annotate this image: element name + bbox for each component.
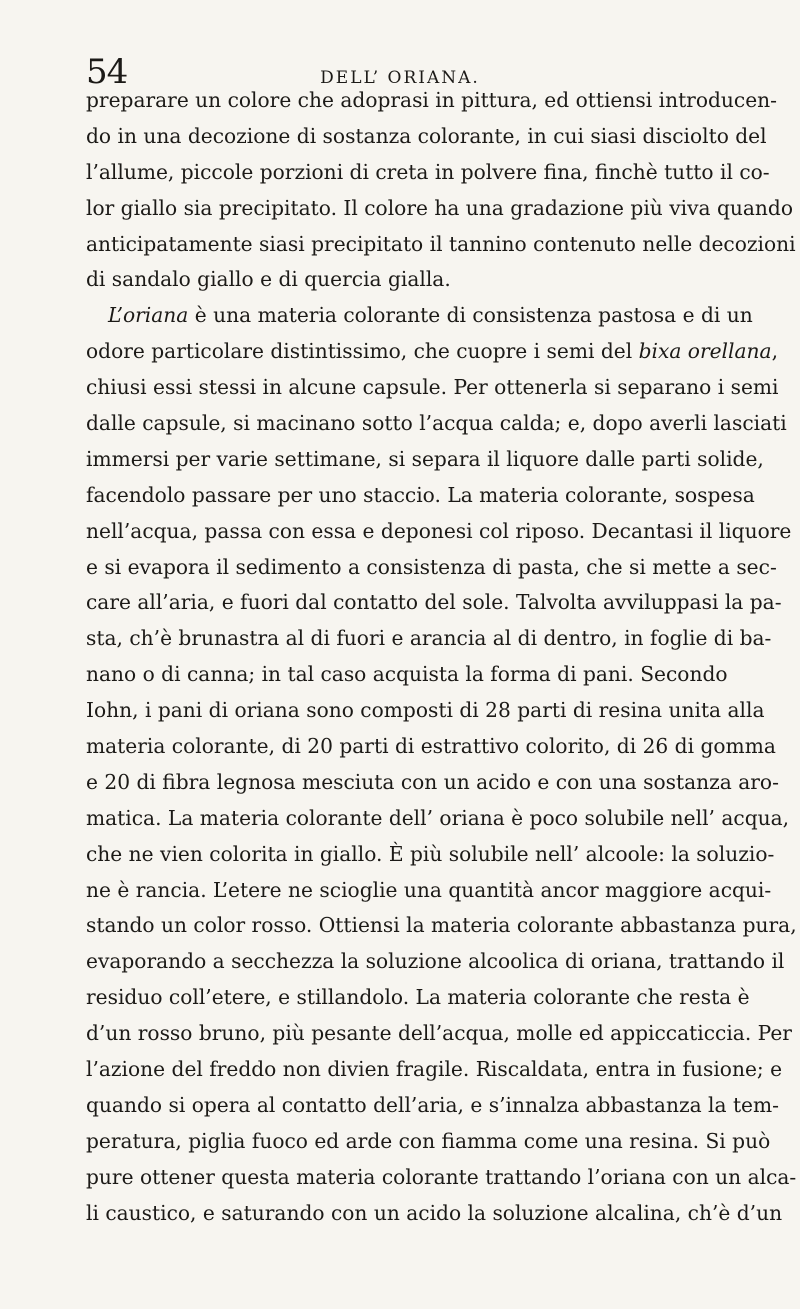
text-line: do in una decozione di sostanza colorante, in cui siasi disciolto del: [86, 123, 767, 148]
text-line: preparare un colore che adoprasi in pittura, ed ottiensi introducen-: [86, 88, 777, 112]
text-line: e si evapora il sedimento a consistenza di pasta, che si mette a sec-: [86, 554, 777, 579]
text-line: dalle capsule, si macinano sotto l’acqua calda; e, dopo averli lasciati: [86, 411, 787, 436]
text-line: ne è rancia. L’etere ne scioglie una quantità ancor maggiore acqui-: [86, 877, 772, 902]
text-line: l’azione del freddo non divien fragile. Riscaldata, entra in fusione; e: [86, 1057, 783, 1082]
text-line: lor giallo sia precipitato. Il colore ha una gradazione più viva quando: [86, 195, 793, 220]
text-line: anticipatamente siasi precipitato il tannino contenuto nelle decozioni: [86, 231, 796, 256]
text-line: care all’aria, e fuori dal contatto del sole. Talvolta avviluppasi la pa-: [86, 590, 782, 615]
line-text: ,: [771, 339, 778, 364]
text-line: nell’acqua, passa con essa e deponesi col riposo. Decantasi il liquore: [86, 518, 792, 543]
text-line: materia colorante, di 20 parti di estrattivo colorito, di 26 di gomma: [86, 734, 776, 759]
species-name: bixa orellana: [638, 339, 772, 364]
text-line: peratura, piglia fuoco ed arde con fiamma come una resina. Si può: [86, 1128, 771, 1153]
text-line: Iohn, i pani di oriana sono composti di 28 parti di resina unita alla: [86, 698, 765, 723]
term-oriana: L’oriana: [108, 303, 189, 328]
text-line: evaporando a secchezza la soluzione alcoolica di oriana, trattando il: [86, 949, 785, 974]
text-line: chiusi essi stessi in alcune capsule. Per ottenerla si separano i semi: [86, 375, 779, 400]
page-number: 54: [86, 52, 128, 92]
paragraph-first-line: [86, 298, 753, 334]
text-line: pure ottener questa materia colorante trattando l’oriana con un alca-: [86, 1164, 797, 1189]
text-line: sta, ch’è brunastra al di fuori e arancia al di dentro, in foglie di ba-: [86, 626, 772, 651]
body-text: [86, 83, 797, 1232]
text-line: di sandalo giallo e di quercia gialla.: [86, 267, 451, 292]
text-line: [86, 334, 778, 370]
text-line: d’un rosso bruno, più pesante dell’acqua, molle ed appiccaticcia. Per: [86, 1021, 792, 1046]
text-line: residuo coll’etere, e stillandolo. La materia colorante che resta è: [86, 985, 750, 1010]
text-line: stando un color rosso. Ottiensi la materia colorante abbastanza pura,: [86, 913, 797, 938]
text-line: immersi per varie settimane, si separa il liquore dalle parti solide,: [86, 446, 764, 471]
text-line: matica. La materia colorante dell’ oriana è poco solubile nell’ acqua,: [86, 805, 790, 830]
text-line: e 20 di fibra legnosa mesciuta con un acido e con una sostanza aro-: [86, 769, 779, 794]
running-head: DELL’ ORIANA.: [320, 68, 480, 88]
text-line: che ne vien colorita in giallo. È più solubile nell’ alcoole: la soluzio-: [86, 841, 775, 866]
text-line: l’allume, piccole porzioni di creta in polvere fina, finchè tutto il co-: [86, 159, 770, 184]
text-line: li caustico, e saturando con un acido la soluzione alcalina, ch’è d’un: [86, 1200, 783, 1225]
text-line: nano o di canna; in tal caso acquista la forma di pani. Secondo: [86, 662, 728, 687]
line-text: odore particolare distintissimo, che cuopre i semi del: [86, 339, 639, 364]
text-line: quando si opera al contatto dell’aria, e s’innalza abbastanza la tem-: [86, 1092, 779, 1117]
text-line: facendolo passare per uno staccio. La materia colorante, sospesa: [86, 482, 755, 507]
line-text: è una materia colorante di consistenza pastosa e di un: [188, 303, 753, 328]
